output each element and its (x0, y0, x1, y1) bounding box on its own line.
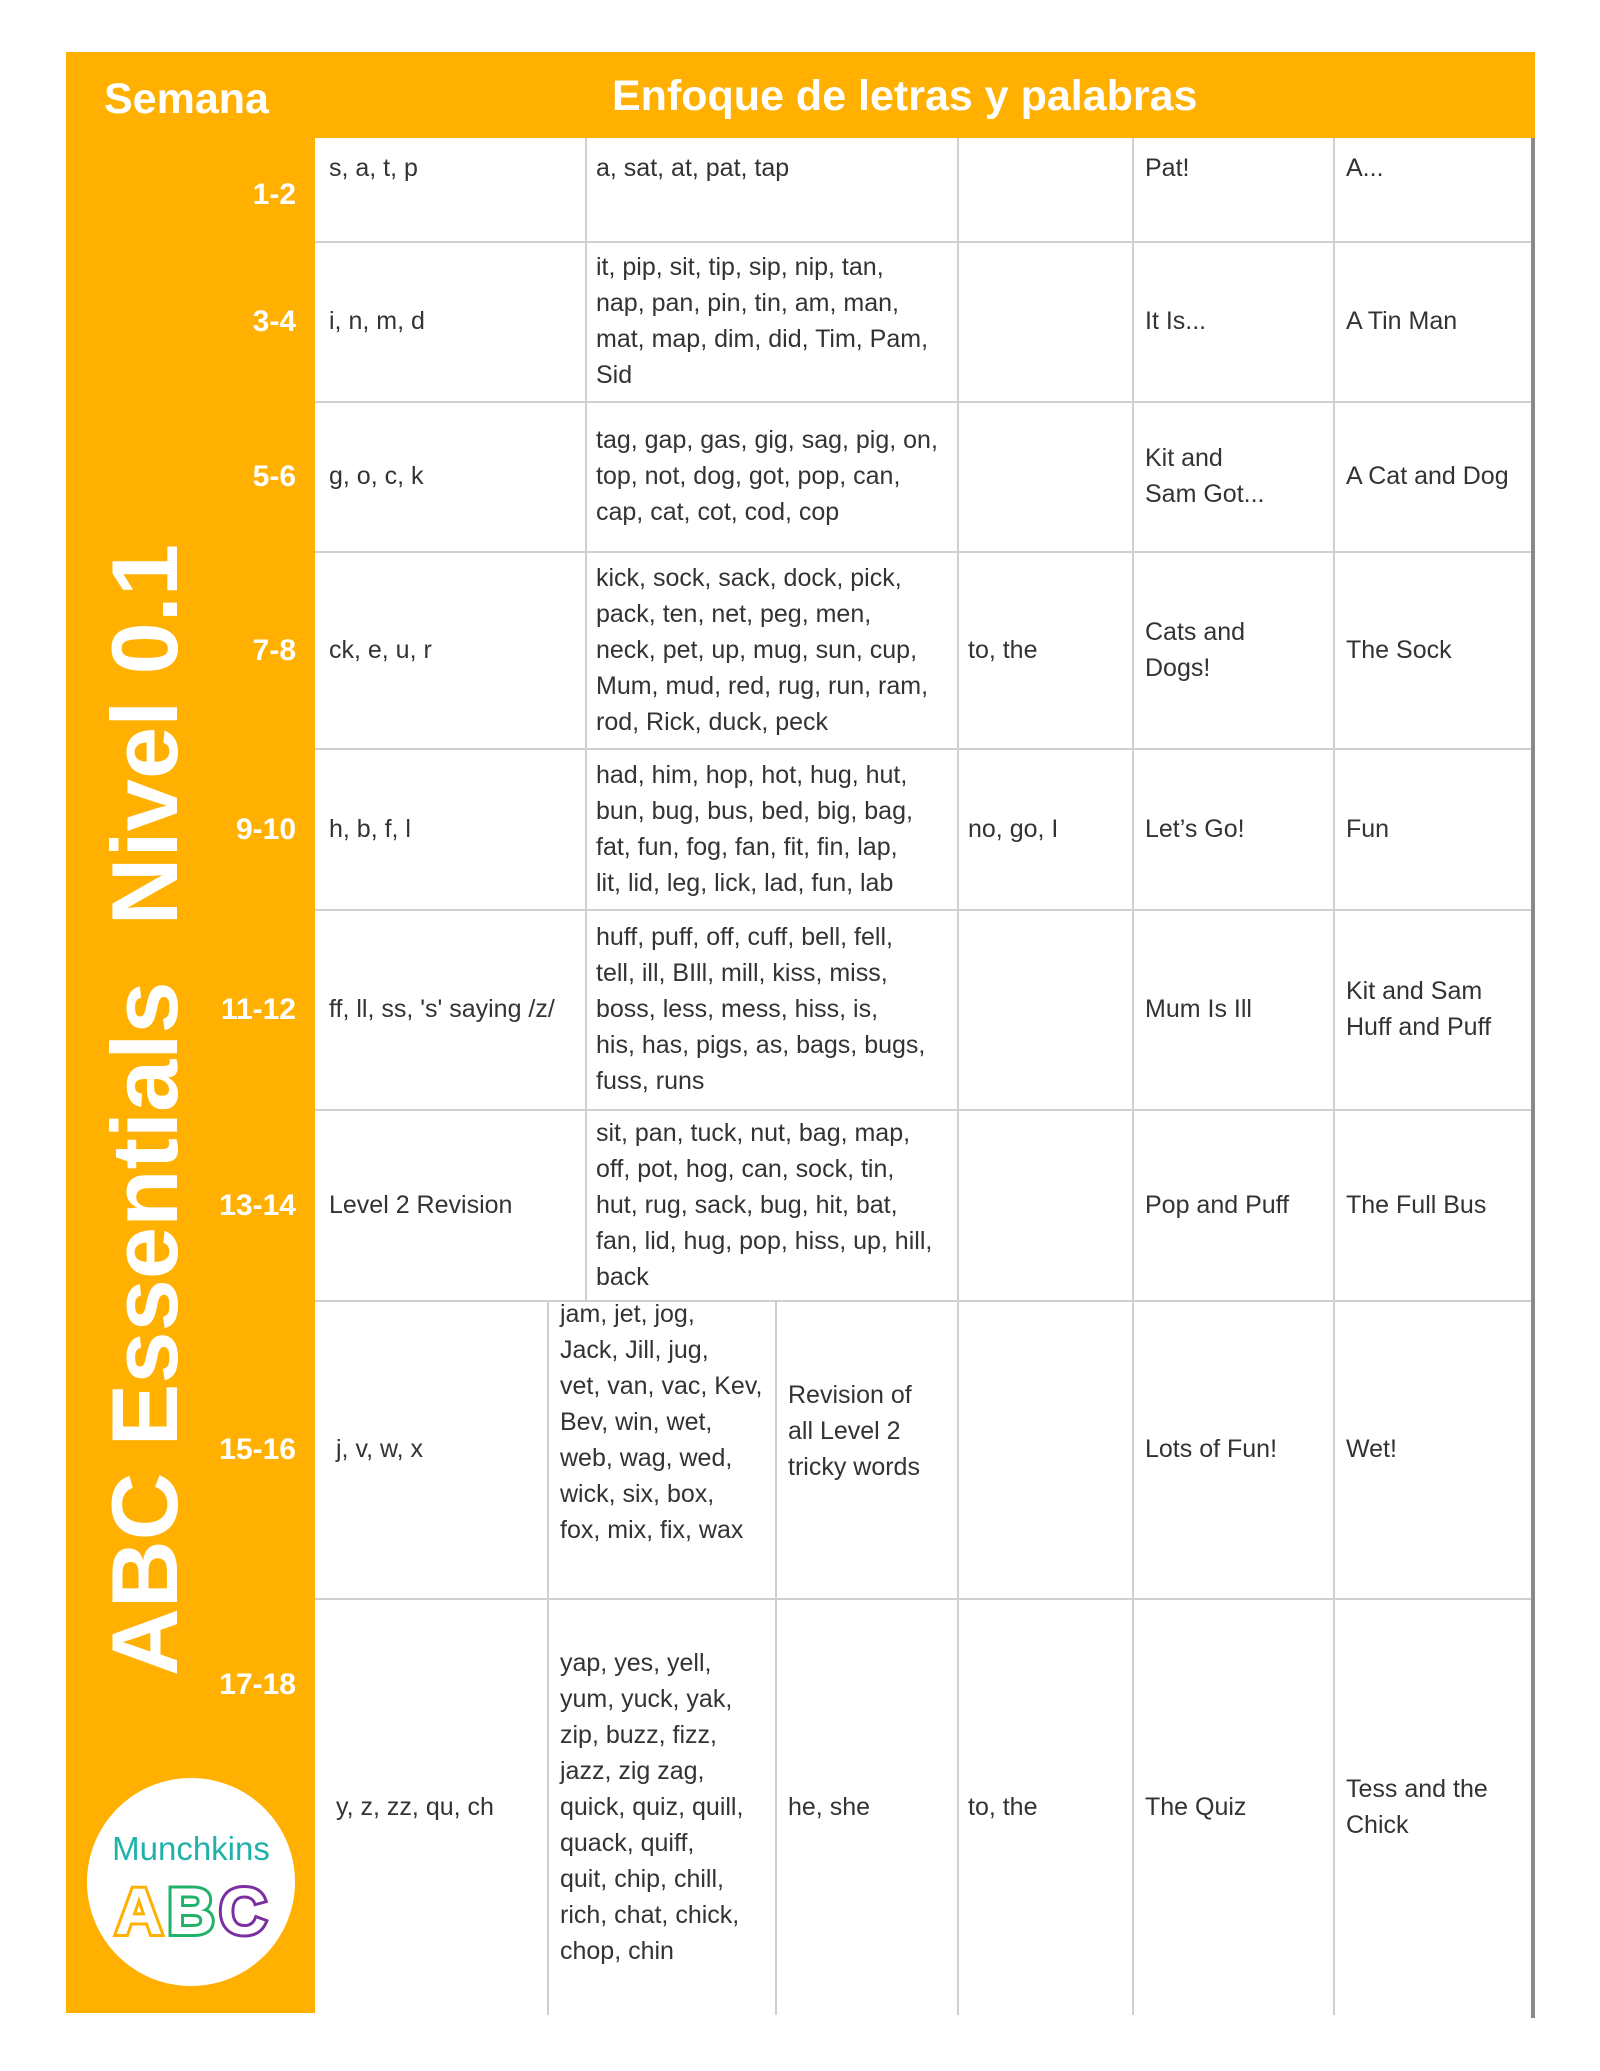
week-number: 7-8 (252, 633, 296, 667)
words-cell-line: his, has, pigs, as, bags, bugs, (596, 1031, 926, 1059)
letters-cell-line: Level 2 Revision (329, 1190, 513, 1219)
letters-cell-line: ff, ll, ss, 's' saying /z/ (329, 995, 555, 1023)
tricky-words-cell-line: Revision of (788, 1381, 912, 1409)
reader-cell-line: Pop and Puff (1145, 1190, 1290, 1219)
reader-cell (1145, 1789, 1246, 1825)
words-cell-line: rich, chat, chick, (560, 1900, 740, 1929)
reader-cell (1145, 1431, 1277, 1467)
words-cell-line: nap, pan, pin, tin, am, man, (596, 289, 899, 317)
row-divider (315, 748, 1535, 750)
words-cell-line: had, him, hop, hot, hug, hut, (596, 760, 908, 789)
words-cell (560, 1645, 743, 1969)
tricky-words-cell-line: no, go, I (968, 814, 1059, 843)
reader-cell-line: Pat! (1145, 154, 1190, 182)
column-divider (957, 1300, 959, 2015)
column-divider (1333, 138, 1335, 1300)
tricky-words-cell (968, 632, 1038, 668)
letters-cell-line: ck, e, u, r (329, 635, 432, 664)
week-number: 13-14 (219, 1188, 296, 1222)
words-cell-line: back (596, 1262, 649, 1291)
column-divider (1132, 138, 1134, 1300)
book-cell (1346, 1431, 1397, 1467)
tricky-words-cell-line: to, the (968, 1792, 1038, 1821)
reader-cell (1145, 303, 1206, 339)
week-number: 15-16 (219, 1433, 296, 1466)
words-cell-line: boss, less, mess, hiss, is, (596, 995, 879, 1023)
week-column-header: Semana (104, 75, 269, 123)
words-cell-line: yap, yes, yell, (560, 1648, 712, 1677)
column-divider (547, 1300, 549, 2015)
tricky-words-cell-line: he, she (788, 1792, 871, 1821)
book-cell-line: Kit and Sam (1346, 977, 1483, 1005)
words-cell (596, 1115, 932, 1295)
column-divider (957, 138, 959, 1300)
book-cell-line: The Sock (1346, 635, 1452, 664)
logo-abc-letters (87, 1874, 295, 1944)
row-divider (315, 1300, 1535, 1302)
book-cell-line: A Tin Man (1346, 307, 1458, 335)
logo-letter-c: C (219, 1874, 267, 1944)
book-cell-line: Tess and the (1346, 1774, 1488, 1803)
reader-cell-line: Kit and (1145, 444, 1223, 472)
letters-cell (329, 150, 418, 186)
letters-cell-line: i, n, m, d (329, 307, 425, 335)
column-divider (585, 138, 587, 1300)
words-cell-line: mat, map, dim, did, Tim, Pam, (596, 325, 929, 353)
title-level: Nivel 0.1 (92, 543, 197, 926)
reader-cell-line: It Is... (1145, 307, 1207, 335)
reader-cell-line: Mum Is Ill (1145, 995, 1252, 1023)
reader-cell (1145, 440, 1264, 512)
tricky-words-cell (968, 1789, 1038, 1825)
letters-cell (329, 303, 425, 339)
letters-cell (336, 1431, 423, 1467)
words-cell-line: fan, lid, hug, pop, hiss, up, hill, (596, 1226, 933, 1255)
words-cell-line: rod, Rick, duck, peck (596, 707, 829, 736)
words-cell-line: hut, rug, sack, bug, hit, bat, (596, 1190, 898, 1219)
logo-letter-b: B (167, 1874, 215, 1944)
book-cell (1346, 632, 1452, 668)
words-cell-line: pack, ten, net, peg, men, (596, 599, 872, 628)
words-cell-line: it, pip, sit, tip, sip, nip, tan, (596, 253, 884, 281)
reader-cell-line: Dogs! (1145, 653, 1211, 682)
words-cell-line: sit, pan, tuck, nut, bag, map, (596, 1118, 911, 1147)
reader-cell-line: The Quiz (1145, 1792, 1247, 1821)
reader-cell-line: Lots of Fun! (1145, 1435, 1278, 1463)
words-cell (560, 1296, 762, 1548)
words-cell-line: top, not, dog, got, pop, can, (596, 462, 901, 490)
words-cell (596, 560, 928, 740)
words-cell-line: Sid (596, 361, 633, 389)
tricky-words-cell-line: tricky words (788, 1453, 920, 1481)
logo-letter-a: A (115, 1874, 163, 1944)
column-divider (1333, 1300, 1335, 2015)
words-cell-line: yum, yuck, yak, (560, 1684, 733, 1713)
title-main: ABC Essentials (92, 981, 197, 1677)
row-divider (315, 241, 1535, 243)
week-number: 9-10 (235, 812, 296, 846)
week-number: 1-2 (252, 178, 296, 211)
tricky-words-cell-line: to, the (968, 635, 1038, 664)
week-number: 5-6 (252, 460, 296, 493)
letters-cell-line: h, b, f, l (329, 814, 411, 843)
words-cell-line: quick, quiz, quill, (560, 1792, 744, 1821)
words-cell-line: quit, chip, chill, (560, 1864, 724, 1893)
book-cell-line: Fun (1346, 814, 1390, 843)
words-cell-line: huff, puff, off, cuff, bell, fell, (596, 923, 893, 951)
words-cell-line: fat, fun, fog, fan, fit, fin, lap, (596, 832, 898, 861)
words-cell-line: bun, bug, bus, bed, big, bag, (596, 796, 913, 825)
tricky-words-cell (788, 1789, 870, 1825)
words-cell-line: kick, sock, sack, dock, pick, (596, 563, 902, 592)
reader-cell (1145, 614, 1245, 686)
book-cell (1346, 973, 1491, 1045)
words-cell-line: cap, cat, cot, cod, cop (596, 498, 840, 526)
table-right-border (1531, 138, 1535, 2018)
week-number: 17-18 (219, 1668, 296, 1701)
words-cell-line: tag, gap, gas, gig, sag, pig, on, (596, 426, 938, 454)
letters-cell-line: s, a, t, p (329, 154, 418, 182)
words-cell (596, 249, 928, 393)
book-cell (1346, 811, 1389, 847)
book-cell-line: A... (1346, 154, 1384, 182)
tricky-words-cell-line: all Level 2 (788, 1417, 901, 1445)
reader-cell (1145, 150, 1189, 186)
book-cell (1346, 458, 1509, 494)
words-cell (596, 150, 789, 186)
reader-cell-line: Let’s Go! (1145, 814, 1245, 843)
tricky-words-cell (968, 811, 1058, 847)
book-cell-line: The Full Bus (1346, 1190, 1487, 1219)
words-cell-line: fox, mix, fix, wax (560, 1516, 744, 1544)
row-divider (315, 1598, 1535, 1600)
row-divider (315, 401, 1535, 403)
reader-cell (1145, 811, 1245, 847)
letters-cell-line: j, v, w, x (336, 1435, 424, 1463)
book-cell-line: Huff and Puff (1346, 1013, 1492, 1041)
row-divider (315, 551, 1535, 553)
letters-cell (329, 1187, 512, 1223)
words-cell-line: wick, six, box, (560, 1480, 715, 1508)
reader-cell-line: Sam Got... (1145, 480, 1265, 508)
book-cell-line: A Cat and Dog (1346, 462, 1509, 490)
book-cell-line: Chick (1346, 1810, 1409, 1839)
week-number: 11-12 (220, 993, 296, 1026)
words-cell (596, 757, 913, 901)
tricky-words-cell (788, 1377, 920, 1485)
row-divider (315, 1109, 1535, 1111)
reader-cell (1145, 1187, 1289, 1223)
words-cell-line: quack, quiff, (560, 1828, 695, 1857)
column-divider (775, 1300, 777, 2015)
vertical-title (90, 360, 200, 1860)
munchkins-abc-logo (87, 1778, 295, 1986)
words-cell-line: Bev, win, wet, (560, 1408, 713, 1436)
focus-column-header: Enfoque de letras y palabras (612, 72, 1198, 120)
reader-cell-line: Cats and (1145, 617, 1246, 646)
words-cell-line: a, sat, at, pat, tap (596, 154, 790, 182)
words-cell-line: neck, pet, up, mug, sun, cup, (596, 635, 918, 664)
row-divider (315, 909, 1535, 911)
letters-cell (329, 811, 411, 847)
letters-cell (329, 632, 432, 668)
words-cell (596, 422, 938, 530)
letters-cell (329, 458, 423, 494)
words-cell-line: jazz, zig zag, (560, 1756, 705, 1785)
reader-cell (1145, 991, 1252, 1027)
words-cell-line: zip, buzz, fizz, (560, 1720, 717, 1749)
letters-cell (329, 991, 555, 1027)
words-cell-line: fuss, runs (596, 1067, 705, 1095)
letters-cell-line: y, z, zz, qu, ch (336, 1792, 494, 1821)
letters-cell (336, 1789, 494, 1825)
words-cell-line: off, pot, hog, can, sock, tin, (596, 1154, 895, 1183)
book-cell (1346, 150, 1384, 186)
words-cell (596, 919, 925, 1099)
week-number: 3-4 (252, 305, 296, 338)
book-cell-line: Wet! (1346, 1435, 1397, 1463)
book-cell (1346, 1187, 1486, 1223)
words-cell-line: lit, lid, leg, lick, lad, fun, lab (596, 868, 894, 897)
logo-text: Munchkins (112, 1830, 270, 1867)
column-divider (1132, 1300, 1134, 2015)
book-cell (1346, 303, 1457, 339)
words-cell-line: Mum, mud, red, rug, run, ram, (596, 671, 929, 700)
words-cell-line: vet, van, vac, Kev, (560, 1372, 763, 1400)
letters-cell-line: g, o, c, k (329, 462, 424, 490)
words-cell-line: tell, ill, BIll, mill, kiss, miss, (596, 959, 888, 987)
words-cell-line: chop, chin (560, 1936, 674, 1965)
words-cell-line: web, wag, wed, (560, 1444, 733, 1472)
book-cell (1346, 1771, 1488, 1843)
words-cell-line: jam, jet, jog, (560, 1300, 695, 1328)
words-cell-line: Jack, Jill, jug, (560, 1336, 709, 1364)
